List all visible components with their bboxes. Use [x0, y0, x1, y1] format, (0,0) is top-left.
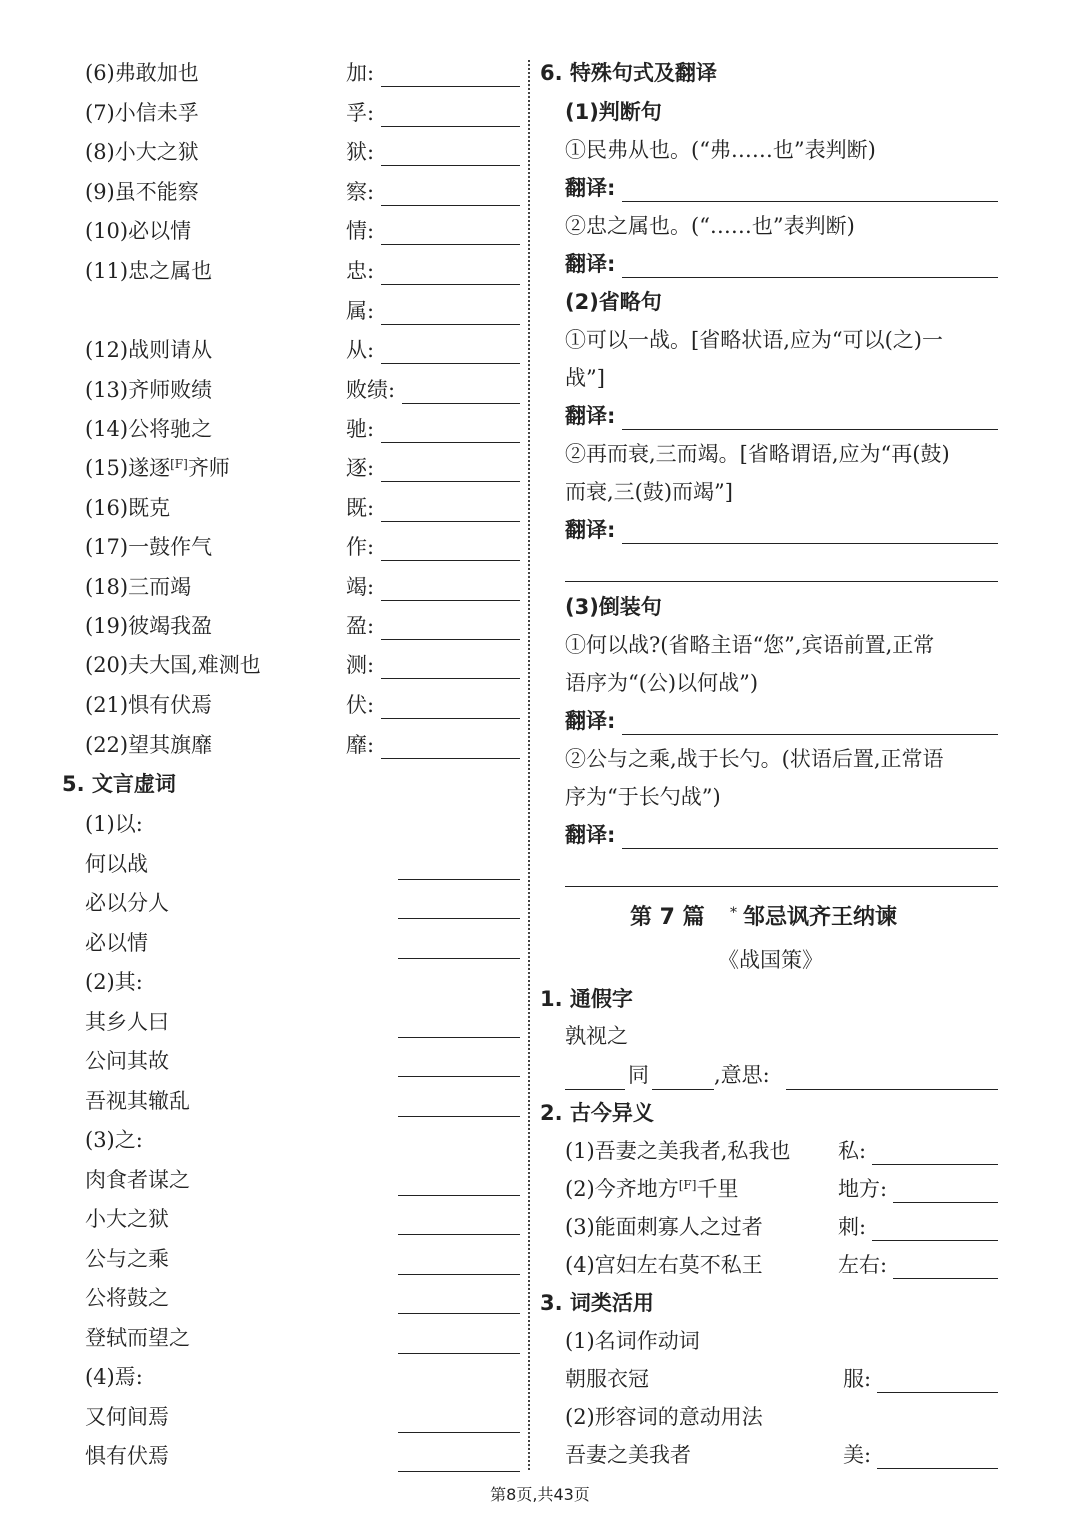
vocab-label: 狱:: [346, 140, 375, 164]
huoyong-label: 服:: [843, 1367, 872, 1391]
answer-blank[interactable]: [381, 495, 520, 522]
translation-blank[interactable]: [622, 708, 998, 735]
vocab-question: (18)三而竭: [85, 575, 192, 599]
answer-blank[interactable]: [398, 1090, 520, 1117]
sentence-cont: 而衰,三(鼓)而竭”]: [565, 480, 733, 504]
vocab-question: (22)望其旗靡: [85, 733, 213, 757]
translation-blank[interactable]: [565, 860, 998, 887]
vocab-label: 加:: [346, 61, 375, 85]
sentence: ①可以一战。[省略状语,应为“可以(之)一: [565, 328, 943, 352]
gujin-label: 左右:: [838, 1253, 888, 1277]
footnote-marker: [F]: [170, 457, 188, 471]
answer-blank[interactable]: [398, 1445, 520, 1472]
answer-blank[interactable]: [872, 1214, 998, 1241]
vocab-question: (6)弗敢加也: [85, 61, 199, 85]
translation-blank[interactable]: [622, 403, 998, 430]
answer-blank[interactable]: [786, 1063, 998, 1090]
answer-blank[interactable]: [381, 534, 520, 561]
vocab-label: 属:: [346, 299, 375, 323]
xuci-head: (1)以:: [85, 812, 143, 836]
answer-blank[interactable]: [381, 416, 520, 443]
vocab-label: 作:: [346, 535, 375, 559]
vocab-label: 败绩:: [346, 378, 396, 402]
xuci-head: (4)焉:: [85, 1365, 143, 1389]
answer-blank[interactable]: [381, 258, 520, 285]
translate-label: 翻译:: [565, 404, 616, 428]
vocab-label: 察:: [346, 180, 375, 204]
gujin-label: 刺:: [838, 1215, 867, 1239]
translate-label: 翻译:: [565, 176, 616, 200]
xuci-item: 小大之狱: [85, 1207, 169, 1231]
answer-blank[interactable]: [381, 574, 520, 601]
translation-blank[interactable]: [622, 251, 998, 278]
vocab-label: 情:: [346, 219, 375, 243]
vocab-question: (17)一鼓作气: [85, 535, 213, 559]
xuci-item: 何以战: [85, 851, 148, 876]
vocab-label: 盈:: [346, 614, 375, 638]
subsection-heading: (3)倒装句: [565, 595, 662, 619]
xuci-item: 公与之乘: [85, 1246, 169, 1271]
chapter-mark: *: [730, 905, 737, 921]
section-heading: 2. 古今异义: [540, 1101, 654, 1125]
vocab-label: 孚:: [346, 101, 375, 125]
question-text-rest: 齐师: [187, 456, 230, 480]
gujin-question: (4)宫妇左右莫不私王: [565, 1253, 763, 1277]
answer-blank[interactable]: [381, 100, 520, 127]
sentence-cont: 序为“于长勺战”): [565, 785, 721, 809]
xuci-head: (2)其:: [85, 970, 143, 994]
answer-blank[interactable]: [398, 1327, 520, 1354]
sentence-cont: 战”]: [565, 366, 605, 390]
translate-label: 翻译:: [565, 518, 616, 542]
xuci-item: 又何间焉: [85, 1404, 169, 1429]
sentence: ①何以战?(省略主语“您”,宾语前置,正常: [565, 633, 935, 657]
question-text: (15)遂逐: [85, 456, 171, 480]
answer-blank[interactable]: [381, 652, 520, 679]
xuci-item: 其乡人曰: [85, 1009, 169, 1034]
answer-blank[interactable]: [398, 932, 520, 959]
xuci-item: 吾视其辙乱: [85, 1088, 190, 1113]
subsection: (2)形容词的意动用法: [565, 1405, 763, 1429]
vocab-question: (9)虽不能察: [85, 180, 199, 204]
vocab-question: (8)小大之狱: [85, 140, 199, 164]
answer-blank[interactable]: [381, 179, 520, 206]
sentence-cont: 语序为“(公)以何战”): [565, 671, 759, 695]
vocab-question: (11)忠之属也: [85, 259, 213, 283]
translate-label: 翻译:: [565, 823, 616, 847]
answer-blank[interactable]: [893, 1176, 998, 1203]
xuci-item: 必以分人: [85, 891, 169, 915]
answer-blank[interactable]: [402, 377, 520, 404]
answer-blank[interactable]: [381, 732, 520, 759]
vocab-question: (10)必以情: [85, 219, 192, 243]
vocab-question: (16)既克: [85, 496, 171, 520]
tongjia-item: 孰视之: [565, 1024, 628, 1048]
subsection-heading: (1)判断句: [565, 100, 662, 124]
answer-blank[interactable]: [381, 60, 520, 87]
question-text-rest: 千里: [696, 1177, 739, 1201]
vocab-question: (20)夫大国,难测也: [85, 653, 261, 677]
answer-blank[interactable]: [398, 1287, 520, 1314]
answer-blank[interactable]: [652, 1063, 714, 1090]
vocab-label: 逐:: [346, 456, 375, 480]
answer-blank[interactable]: [398, 1011, 520, 1038]
gujin-label: 地方:: [838, 1177, 888, 1201]
question-text: (2)今齐地方: [565, 1177, 679, 1201]
answer-blank[interactable]: [398, 1050, 520, 1077]
gujin-question: (3)能面刺寡人之过者: [565, 1215, 763, 1239]
answer-blank[interactable]: [398, 1248, 520, 1275]
sentence: ①民弗从也。(“弗……也”表判断): [565, 138, 876, 162]
subsection-heading: (2)省略句: [565, 290, 662, 314]
xuci-item: 必以情: [85, 930, 148, 955]
vocab-question: (14)公将驰之: [85, 417, 213, 441]
answer-blank[interactable]: [398, 1406, 520, 1433]
chapter-number: 第 7 篇: [630, 905, 705, 930]
answer-blank[interactable]: [381, 139, 520, 166]
answer-blank[interactable]: [398, 892, 520, 919]
xuci-item: 公将鼓之: [85, 1286, 169, 1310]
xuci-head: (3)之:: [85, 1128, 143, 1152]
vocab-label: 靡:: [346, 733, 375, 757]
vocab-question: (19)彼竭我盈: [85, 614, 213, 638]
xuci-item: 肉食者谋之: [85, 1167, 190, 1192]
answer-blank[interactable]: [381, 455, 520, 482]
answer-blank[interactable]: [381, 298, 520, 325]
xuci-item: 惧有伏焉: [85, 1444, 169, 1468]
translation-blank[interactable]: [622, 822, 998, 849]
footnote-marker: [F]: [678, 1178, 697, 1192]
tongjia-same: 同: [628, 1063, 649, 1087]
vocab-label: 从:: [346, 338, 375, 362]
translation-blank[interactable]: [622, 175, 998, 202]
xuci-item: 登轼而望之: [85, 1325, 190, 1350]
sentence: ②公与之乘,战于长勺。(状语后置,正常语: [565, 747, 944, 771]
answer-blank[interactable]: [381, 218, 520, 245]
vocab-label: 驰:: [346, 417, 375, 441]
answer-blank[interactable]: [565, 1063, 625, 1090]
subsection: (1)名词作动词: [565, 1329, 700, 1353]
section-heading: 6. 特殊句式及翻译: [540, 61, 717, 85]
answer-blank[interactable]: [893, 1252, 998, 1279]
answer-blank[interactable]: [872, 1138, 998, 1165]
vocab-question: (7)小信未孚: [85, 101, 199, 125]
vocab-question: (13)齐师败绩: [85, 378, 213, 402]
vocab-question: (21)惧有伏焉: [85, 693, 213, 717]
xuci-item: 公问其故: [85, 1049, 169, 1073]
vocab-label: 测:: [346, 653, 375, 677]
vocab-label: 既:: [346, 496, 375, 520]
answer-blank[interactable]: [877, 1366, 998, 1393]
vocab-question: [85, 453, 230, 483]
section-heading: 5. 文言虚词: [62, 772, 176, 796]
answer-blank[interactable]: [877, 1442, 998, 1469]
answer-blank[interactable]: [398, 1169, 520, 1196]
column-divider: [528, 60, 530, 1470]
huoyong-label: 美:: [843, 1443, 872, 1467]
gujin-label: 私:: [838, 1139, 867, 1163]
answer-blank[interactable]: [398, 853, 520, 880]
translate-label: 翻译:: [565, 709, 616, 733]
gujin-question: [565, 1174, 738, 1204]
tongjia-meaning: ,意思:: [714, 1063, 770, 1087]
section-heading: 3. 词类活用: [540, 1291, 654, 1315]
answer-blank[interactable]: [398, 1208, 520, 1235]
gujin-question: (1)吾妻之美我者,私我也: [565, 1139, 791, 1163]
translation-blank[interactable]: [622, 517, 998, 544]
vocab-label: 伏:: [346, 693, 375, 717]
translation-blank[interactable]: [565, 555, 998, 582]
translate-label: 翻译:: [565, 252, 616, 276]
answer-blank[interactable]: [381, 692, 520, 719]
answer-blank[interactable]: [381, 337, 520, 364]
chapter-source: 《战国策》: [718, 948, 823, 972]
section-heading: 1. 通假字: [540, 987, 633, 1011]
vocab-label: 竭:: [346, 575, 375, 599]
sentence: ②忠之属也。(“……也”表判断): [565, 214, 855, 238]
huoyong-item: 吾妻之美我者: [565, 1443, 691, 1467]
huoyong-item: 朝服衣冠: [565, 1367, 649, 1391]
sentence: ②再而衰,三而竭。[省略谓语,应为“再(鼓): [565, 442, 950, 466]
page-footer: 第8页,共43页: [490, 1485, 590, 1504]
vocab-question: (12)战则请从: [85, 338, 213, 362]
chapter-title: 邹忌讽齐王纳谏: [743, 905, 898, 930]
vocab-label: 忠:: [346, 259, 375, 283]
answer-blank[interactable]: [381, 613, 520, 640]
